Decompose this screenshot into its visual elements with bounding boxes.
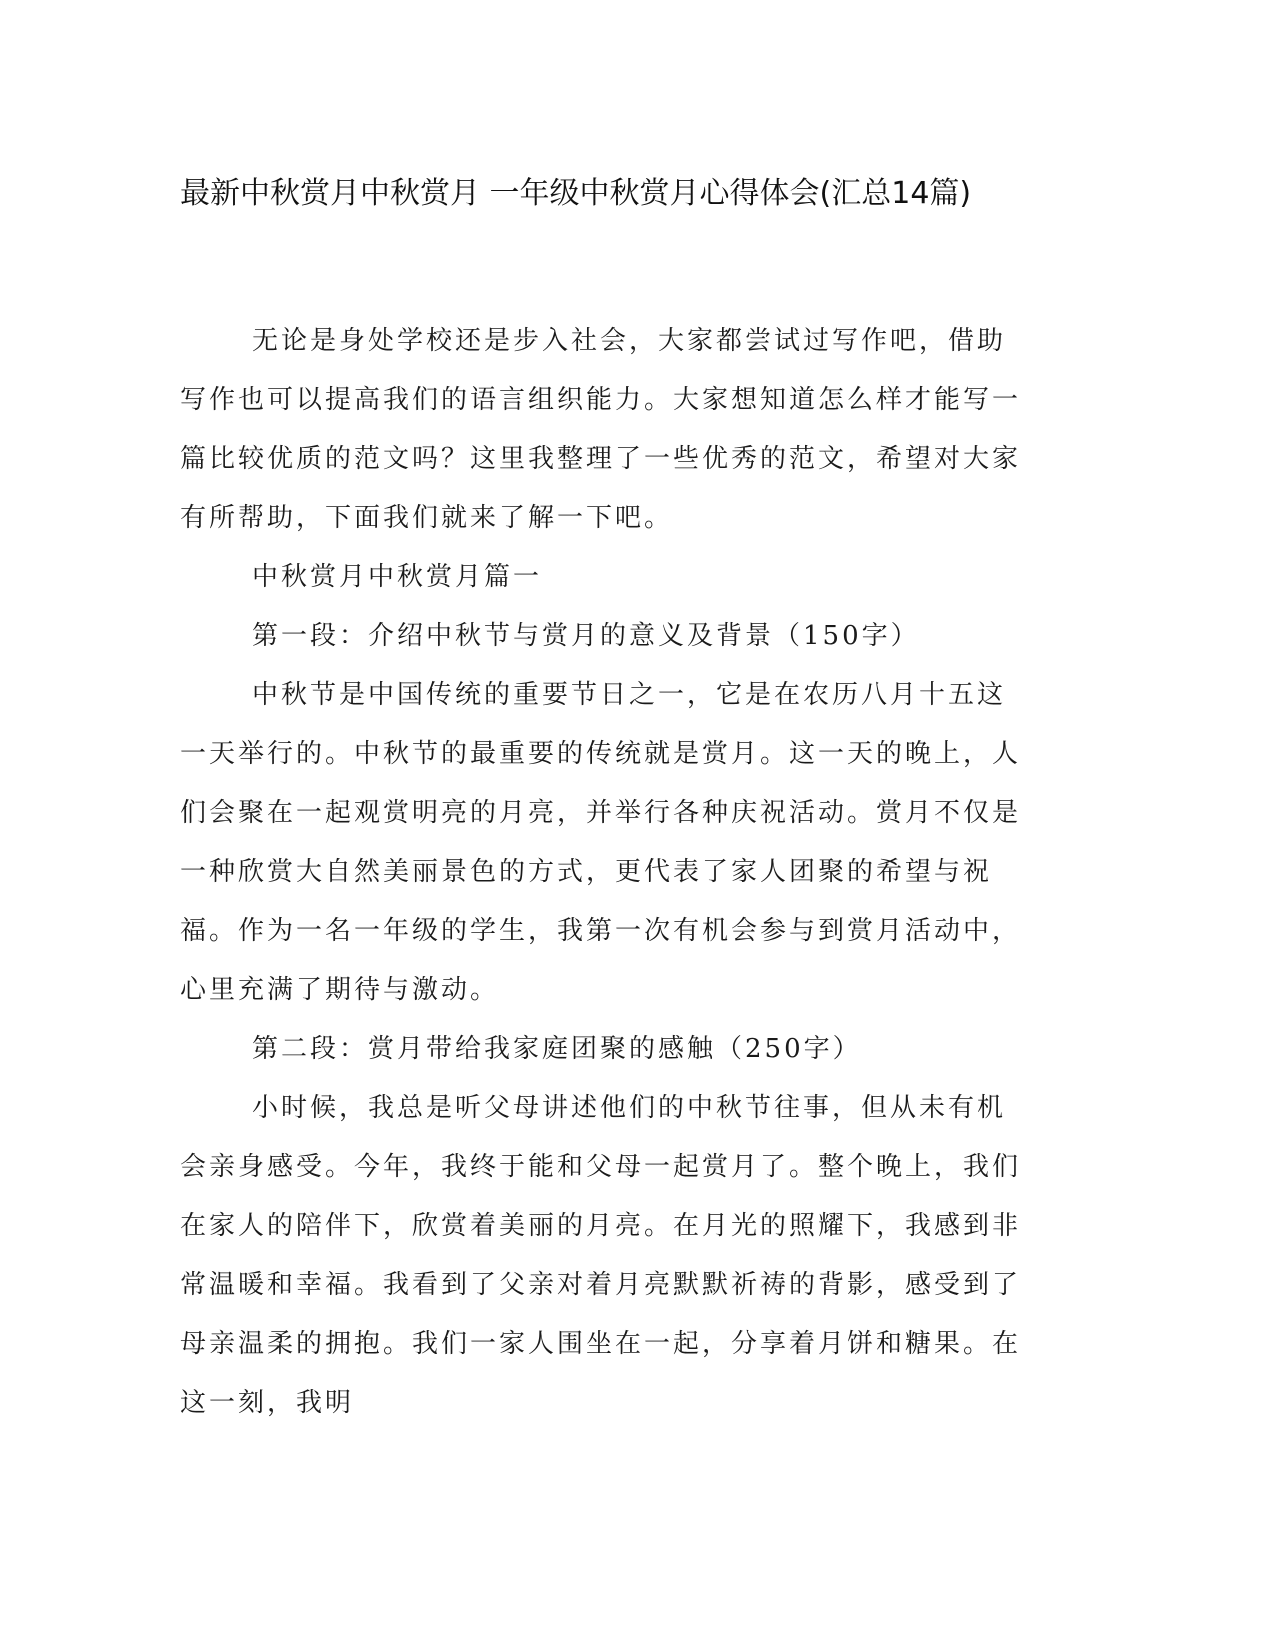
- section-heading: 中秋赏月中秋赏月篇一: [252, 562, 543, 592]
- document-title: 最新中秋赏月中秋赏月 一年级中秋赏月心得体会(汇总14篇): [180, 176, 972, 211]
- body-paragraph-2: 小时候，我总是听父母讲述他们的中秋节往事，但从未有机会亲身感受。今年，我终于能和父母一起赏月了。整个晚上，我们在家人的陪伴下，欣赏着美丽的月亮。在月光的照耀下，我感到非常温暖和幸福。我看到了父亲对着月亮默默祈祷的背影，感受到了母亲温柔的拥抱。我们一家人围坐在一起，分享着月饼和糖果。在这一刻，我明: [180, 1093, 1022, 1418]
- subsection-heading-2: 第二段：赏月带给我家庭团聚的感触（250字）: [252, 1034, 862, 1064]
- document-body: [180, 312, 1027, 1433]
- intro-paragraph: 无论是身处学校还是步入社会，大家都尝试过写作吧，借助写作也可以提高我们的语言组织能力。大家想知道怎么样才能写一篇比较优质的范文吗？这里我整理了一些优秀的范文，希望对大家有所帮助，下面我们就来了解一下吧。: [180, 326, 1022, 533]
- body-paragraph-1: 中秋节是中国传统的重要节日之一，它是在农历八月十五这一天举行的。中秋节的最重要的传统就是赏月。这一天的晚上，人们会聚在一起观赏明亮的月亮，并举行各种庆祝活动。赏月不仅是一种欣赏大自然美丽景色的方式，更代表了家人团聚的希望与祝福。作为一名一年级的学生，我第一次有机会参与到赏月活动中，心里充满了期待与激动。: [180, 680, 1022, 1005]
- subsection-heading-1: 第一段：介绍中秋节与赏月的意义及背景（150字）: [252, 621, 920, 651]
